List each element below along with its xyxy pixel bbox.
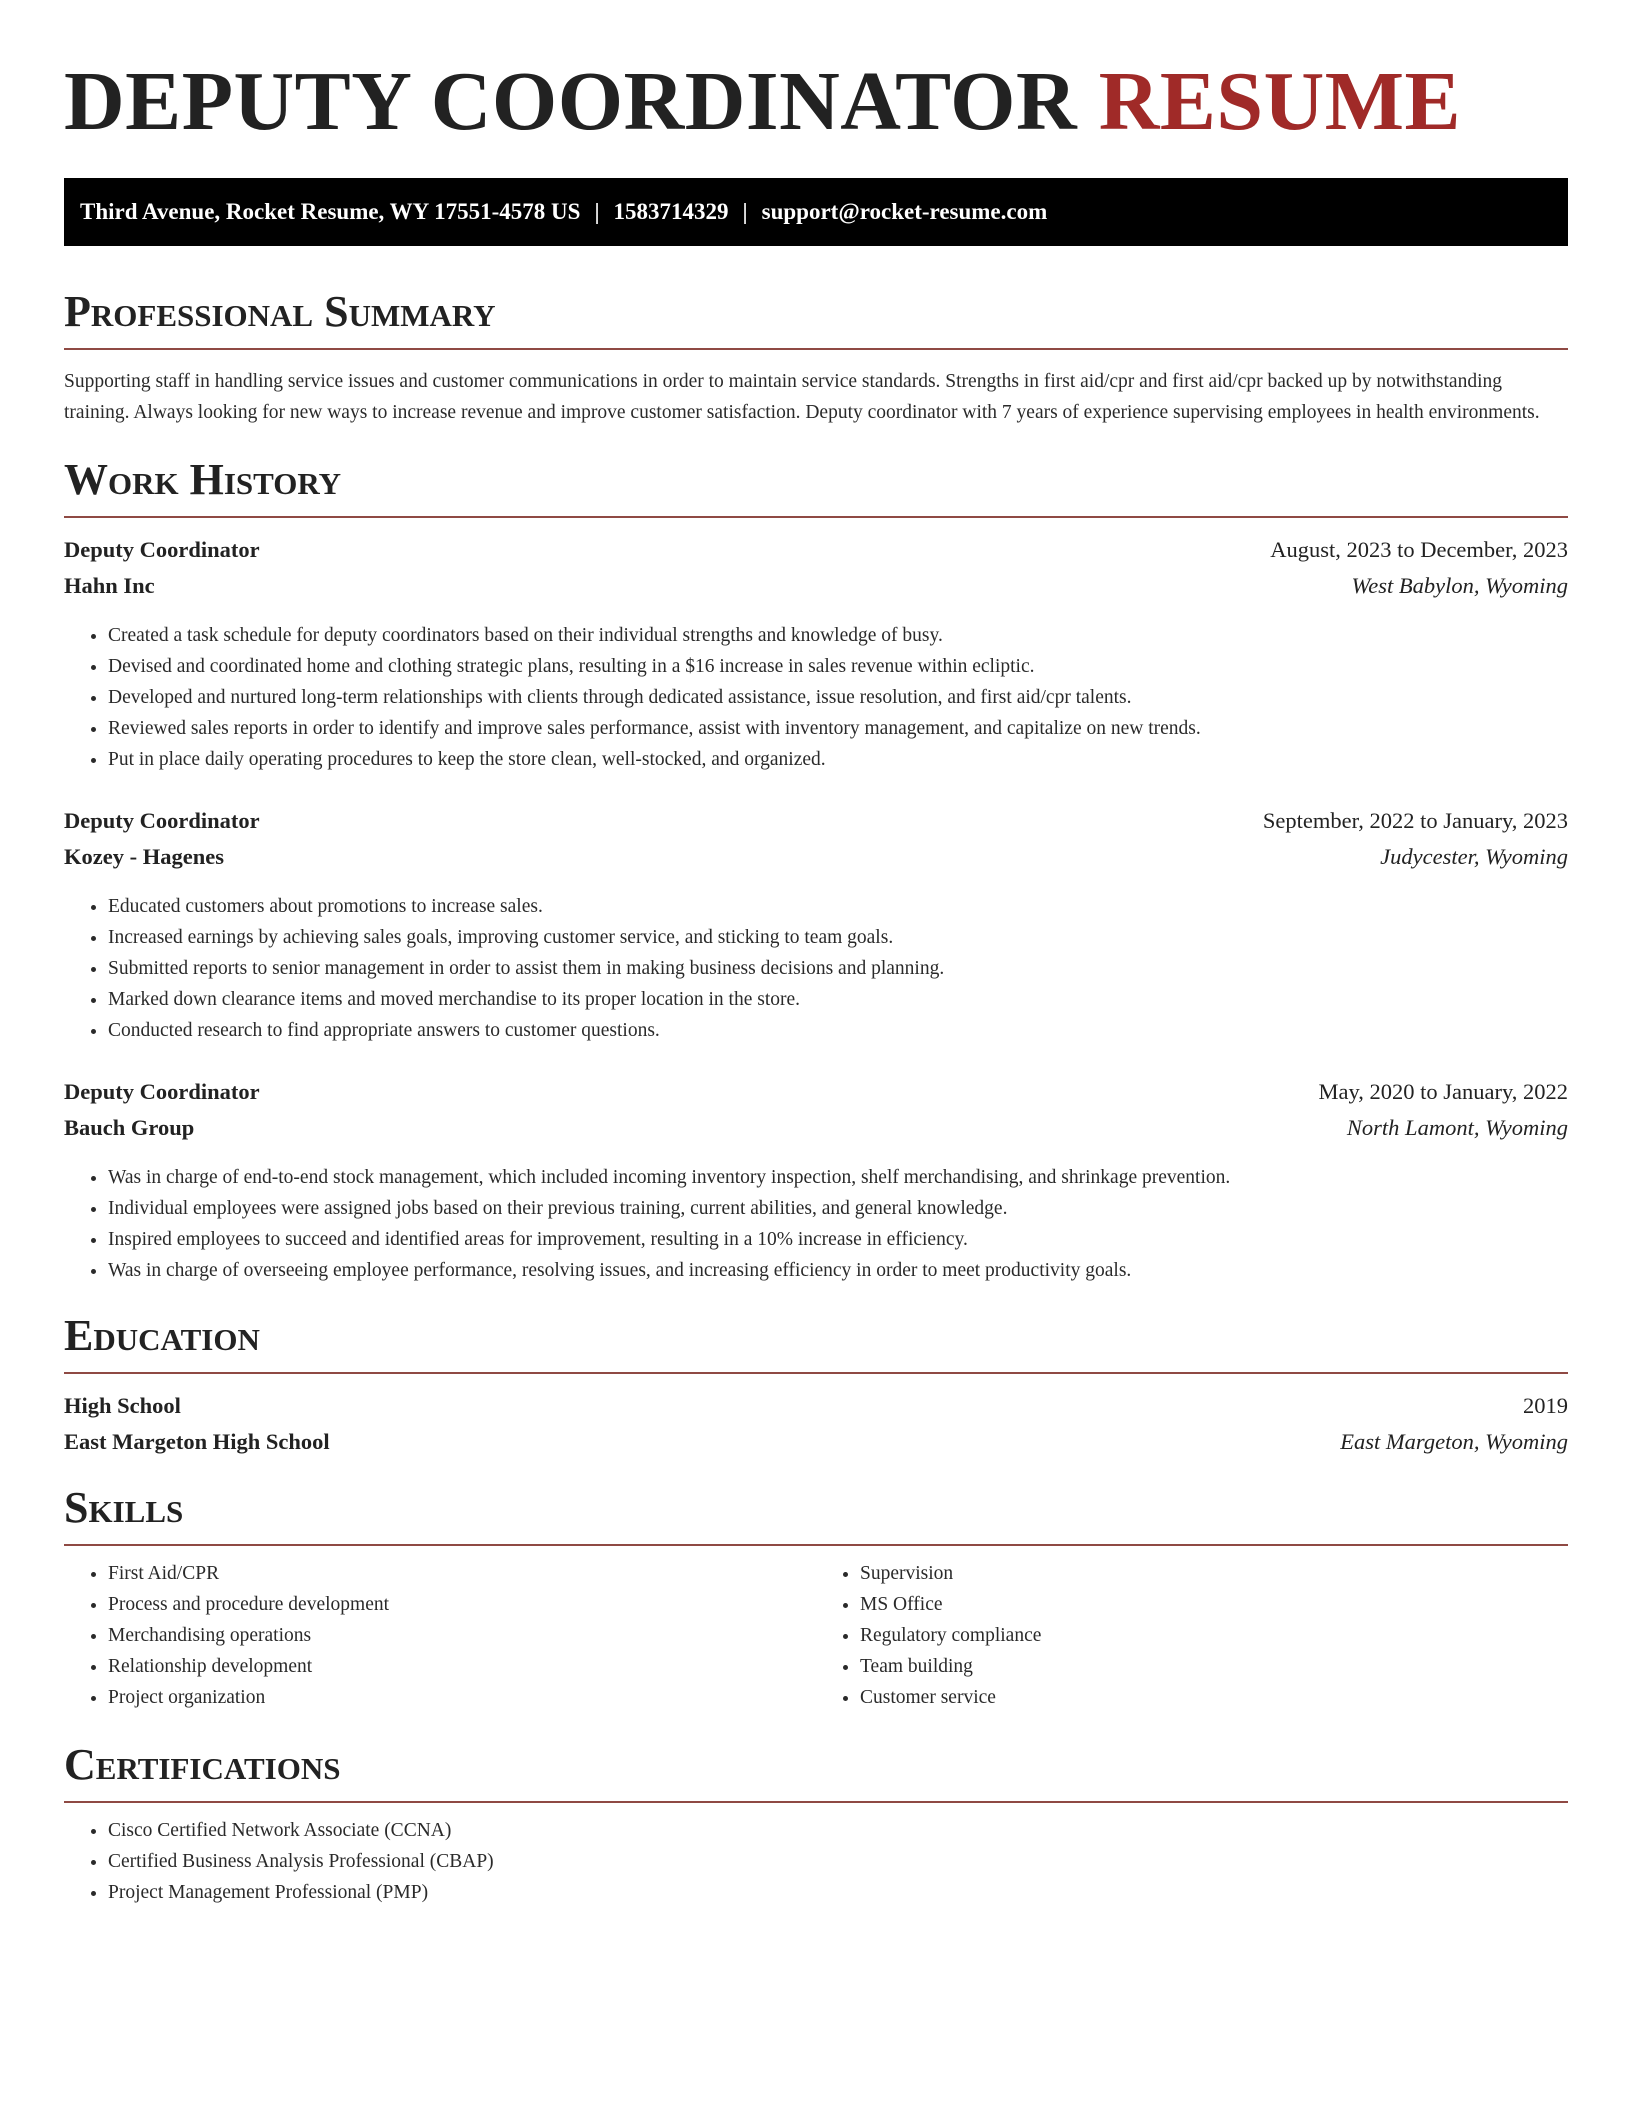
section-divider xyxy=(64,1372,1568,1374)
section-heading: Professional Summary xyxy=(64,287,496,336)
resume-title xyxy=(64,52,1568,152)
list-item: • Increased earnings by achieving sales goals, improving customer service, and sticking to team goals. xyxy=(108,922,1568,953)
list-item: • Customer service xyxy=(860,1682,1568,1713)
list-item: • Certified Business Analysis Professional (CBAP) xyxy=(108,1846,1568,1877)
list-item: • Inspired employees to succeed and identified areas for improvement, resulting in a 10% increase in efficiency. xyxy=(108,1224,1568,1255)
education-year: 2019 xyxy=(1523,1393,1568,1418)
job-dates: September, 2022 to January, 2023 xyxy=(1262,808,1568,833)
contact-bar xyxy=(64,178,1568,246)
job-dates: August, 2023 to December, 2023 xyxy=(1270,537,1568,562)
list-item: • Educated customers about promotions to increase sales. xyxy=(108,891,1568,922)
job-entry xyxy=(64,807,1568,1046)
job-location: North Lamont, Wyoming xyxy=(1346,1115,1568,1140)
education-degree: High School xyxy=(64,1393,181,1418)
list-item: • Team building xyxy=(860,1651,1568,1682)
list-item: • Regulatory compliance xyxy=(860,1620,1568,1651)
list-item: • Cisco Certified Network Associate (CCNA) xyxy=(108,1815,1568,1846)
skills-list xyxy=(64,1558,816,1713)
skills-column-left xyxy=(64,1558,816,1713)
title-accent: RESUME xyxy=(1098,55,1462,148)
list-item: • Relationship development xyxy=(108,1651,816,1682)
summary-section xyxy=(64,286,1568,428)
job-employer: Kozey - Hagenes xyxy=(64,844,224,869)
job-role: Deputy Coordinator xyxy=(64,808,260,833)
section-heading: Education xyxy=(64,1311,260,1360)
contact-separator: | xyxy=(594,199,600,224)
section-divider xyxy=(64,1801,1568,1803)
list-item: • Project Management Professional (PMP) xyxy=(108,1877,1568,1908)
job-employer: Bauch Group xyxy=(64,1115,195,1140)
list-item: • Marked down clearance items and moved merchandise to its proper location in the store. xyxy=(108,984,1568,1015)
list-item: • Was in charge of end-to-end stock management, which included incoming inventory inspection, shelf merchandising, and shrinkage prevention. xyxy=(108,1162,1568,1193)
skills-section xyxy=(64,1482,1568,1713)
title-main: DEPUTY COORDINATOR xyxy=(64,55,1078,148)
skills-column-right xyxy=(816,1558,1568,1713)
section-heading: Skills xyxy=(64,1483,184,1532)
education-school: East Margeton High School xyxy=(64,1429,330,1454)
list-item: • Conducted research to find appropriate answers to customer questions. xyxy=(108,1015,1568,1046)
list-item: • Was in charge of overseeing employee performance, resolving issues, and increasing efficiency in order to meet productivity goals. xyxy=(108,1255,1568,1286)
job-dates: May, 2020 to January, 2022 xyxy=(1318,1079,1568,1104)
job-role: Deputy Coordinator xyxy=(64,1079,260,1104)
list-item: • Merchandising operations xyxy=(108,1620,816,1651)
list-item: • Individual employees were assigned jobs based on their previous training, current abilities, and general knowledge. xyxy=(108,1193,1568,1224)
education-section xyxy=(64,1310,1568,1456)
work-history-section xyxy=(64,454,1568,1286)
skills-grid xyxy=(64,1558,1568,1713)
contact-separator: | xyxy=(742,199,748,224)
list-item: • Process and procedure development xyxy=(108,1589,816,1620)
list-item: • Supervision xyxy=(860,1558,1568,1589)
contact-email[interactable]: support@rocket-resume.com xyxy=(761,199,1048,224)
list-item: • Developed and nurtured long-term relationships with clients through dedicated assistance, issue resolution, and first aid/cpr talents. xyxy=(108,682,1568,713)
list-item: • Devised and coordinated home and clothing strategic plans, resulting in a $16 increase in sales revenue within ecliptic. xyxy=(108,651,1568,682)
list-item: • Created a task schedule for deputy coordinators based on their individual strengths and knowledge of busy. xyxy=(108,620,1568,651)
contact-address: Third Avenue, Rocket Resume, WY 17551-4578 US xyxy=(80,199,581,224)
section-heading: Certifications xyxy=(64,1740,341,1789)
skills-list xyxy=(816,1558,1568,1713)
job-location: West Babylon, Wyoming xyxy=(1351,573,1568,598)
list-item: • MS Office xyxy=(860,1589,1568,1620)
job-entry xyxy=(64,1078,1568,1286)
job-duties-list xyxy=(64,1162,1568,1286)
contact-phone[interactable]: 1583714329 xyxy=(613,199,729,224)
list-item: • Project organization xyxy=(108,1682,816,1713)
certifications-section xyxy=(64,1739,1568,1908)
list-item: • First Aid/CPR xyxy=(108,1558,816,1589)
education-location: East Margeton, Wyoming xyxy=(1340,1429,1568,1454)
section-divider xyxy=(64,1544,1568,1546)
education-entry xyxy=(64,1392,1568,1456)
section-heading: Work History xyxy=(64,455,342,504)
list-item: • Submitted reports to senior management in order to assist them in making business decisions and planning. xyxy=(108,953,1568,984)
summary-text: Supporting staff in handling service issues and customer communications in order to maintain service standards. Strengths in first aid/cpr and first aid/cpr backed up by notwithstanding training. Always looking for new ways to increase revenue and improve customer satisfaction. Deputy coordinator with 7 years of experience supervising employees in health environments. xyxy=(64,371,1540,423)
section-divider xyxy=(64,348,1568,350)
job-employer: Hahn Inc xyxy=(64,573,155,598)
job-duties-list xyxy=(64,891,1568,1046)
list-item: • Reviewed sales reports in order to identify and improve sales performance, assist with inventory management, and capitalize on new trends. xyxy=(108,713,1568,744)
job-role: Deputy Coordinator xyxy=(64,537,260,562)
certifications-list xyxy=(64,1815,1568,1908)
job-entry xyxy=(64,536,1568,775)
section-divider xyxy=(64,516,1568,518)
job-location: Judycester, Wyoming xyxy=(1380,844,1568,869)
list-item: • Put in place daily operating procedures to keep the store clean, well-stocked, and organized. xyxy=(108,744,1568,775)
job-duties-list xyxy=(64,620,1568,775)
